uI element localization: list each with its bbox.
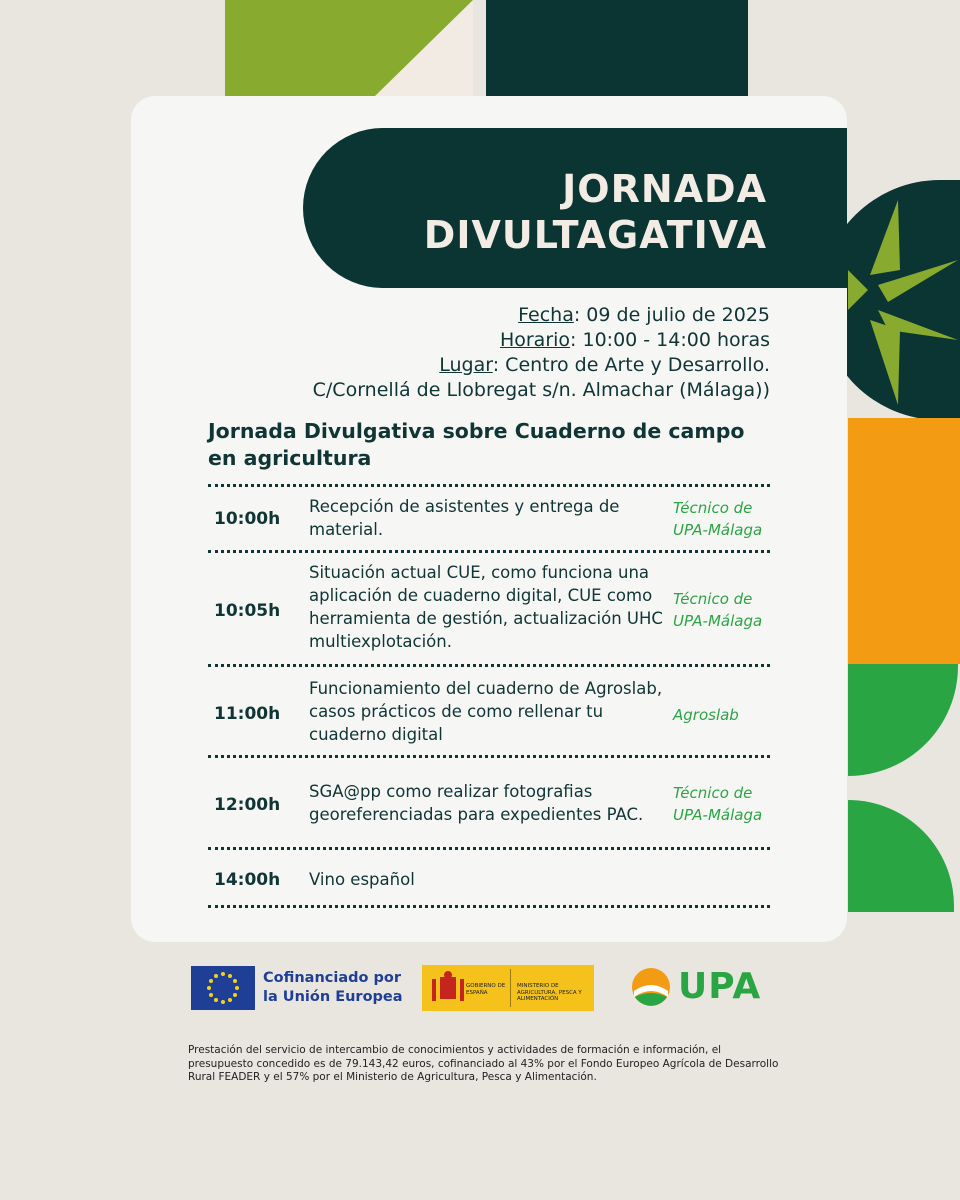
schedule-speaker: Técnico de UPA-Málaga xyxy=(673,784,763,824)
schedule-time: 14:00h xyxy=(214,870,281,890)
decor-green-quarter-1 xyxy=(848,664,958,776)
time-line xyxy=(313,328,770,353)
eu-text-line-1: Cofinanciado por xyxy=(263,970,402,986)
place-line xyxy=(313,353,770,378)
event-info xyxy=(313,303,770,403)
title-line-1: JORNADA xyxy=(562,167,767,211)
coat-of-arms-icon xyxy=(428,969,468,1009)
schedule-description: SGA@pp como realizar fotografias georeferenciadas para expedientes PAC. xyxy=(309,782,644,824)
page-title xyxy=(424,166,767,258)
date-value: : 09 de julio de 2025 xyxy=(573,304,770,326)
schedule-speaker: Técnico de UPA-Málaga xyxy=(673,590,763,630)
schedule-description: Recepción de asistentes y entrega de material. xyxy=(309,497,620,539)
date-label: Fecha xyxy=(518,304,574,326)
upa-logo-icon xyxy=(631,967,671,1011)
schedule-row xyxy=(208,484,770,553)
leaf-icon xyxy=(848,180,960,420)
date-line xyxy=(313,303,770,328)
schedule-speaker: Agroslab xyxy=(673,706,739,724)
decor-green-quarter-2 xyxy=(848,800,954,912)
schedule-time: 10:00h xyxy=(214,509,281,529)
schedule-description: Funcionamiento del cuaderno de Agroslab, casos prácticos de como rellenar tu cuaderno digital xyxy=(309,679,663,744)
schedule-row xyxy=(208,550,770,667)
eu-flag-icon xyxy=(191,966,255,1010)
eu-stars-icon xyxy=(191,966,255,1010)
time-value: : 10:00 - 14:00 horas xyxy=(570,329,770,351)
gobierno-divider xyxy=(510,969,511,1007)
schedule-time: 11:00h xyxy=(214,704,281,724)
schedule-divider xyxy=(208,905,770,908)
title-line-2: DIVULTAGATIVA xyxy=(423,213,767,257)
schedule-row xyxy=(208,664,770,757)
time-label: Horario xyxy=(499,329,571,351)
schedule-speaker: Técnico de UPA-Málaga xyxy=(673,499,763,539)
schedule-description: Situación actual CUE, como funciona una aplicación de cuaderno digital, CUE como herramienta de gestión, actualización UHC multiexplotación. xyxy=(309,563,663,651)
upa-logo-text: UPA xyxy=(678,966,762,1007)
schedule-time: 10:05h xyxy=(214,601,281,621)
decor-dark-block xyxy=(486,0,748,96)
schedule-time: 12:00h xyxy=(214,795,281,815)
schedule-row xyxy=(208,755,770,850)
ministerio-text: MINISTERIO DE AGRICULTURA, PESCA Y ALIMENTACIÓN xyxy=(517,983,582,1002)
schedule-description: Vino español xyxy=(309,870,415,889)
decor-orange-block xyxy=(848,418,960,664)
gobierno-text: GOBIERNO DE ESPAÑA xyxy=(466,983,506,996)
place-label: Lugar xyxy=(439,354,493,376)
funding-disclaimer: Prestación del servicio de intercambio de conocimientos y actividades de formación e información, el presupuesto concedido es de 79.143,42 euros, cofinanciado al 43% por el Fondo Europeo Agrícola de Desarrollo Rural FEADER y el 57% por el Ministerio de Agricultura, Pesca y Alimentación. xyxy=(188,1044,779,1083)
eu-text-line-2: la Unión Europea xyxy=(263,989,403,1005)
schedule-row xyxy=(208,847,770,908)
address-line: C/Cornellá de Llobregat s/n. Almachar (Málaga)) xyxy=(312,379,770,401)
program-subtitle: Jornada Divulgativa sobre Cuaderno de campo en agricultura xyxy=(208,419,745,470)
eu-cofinanced-text xyxy=(263,969,403,1007)
place-value: : Centro de Arte y Desarrollo. xyxy=(492,354,770,376)
